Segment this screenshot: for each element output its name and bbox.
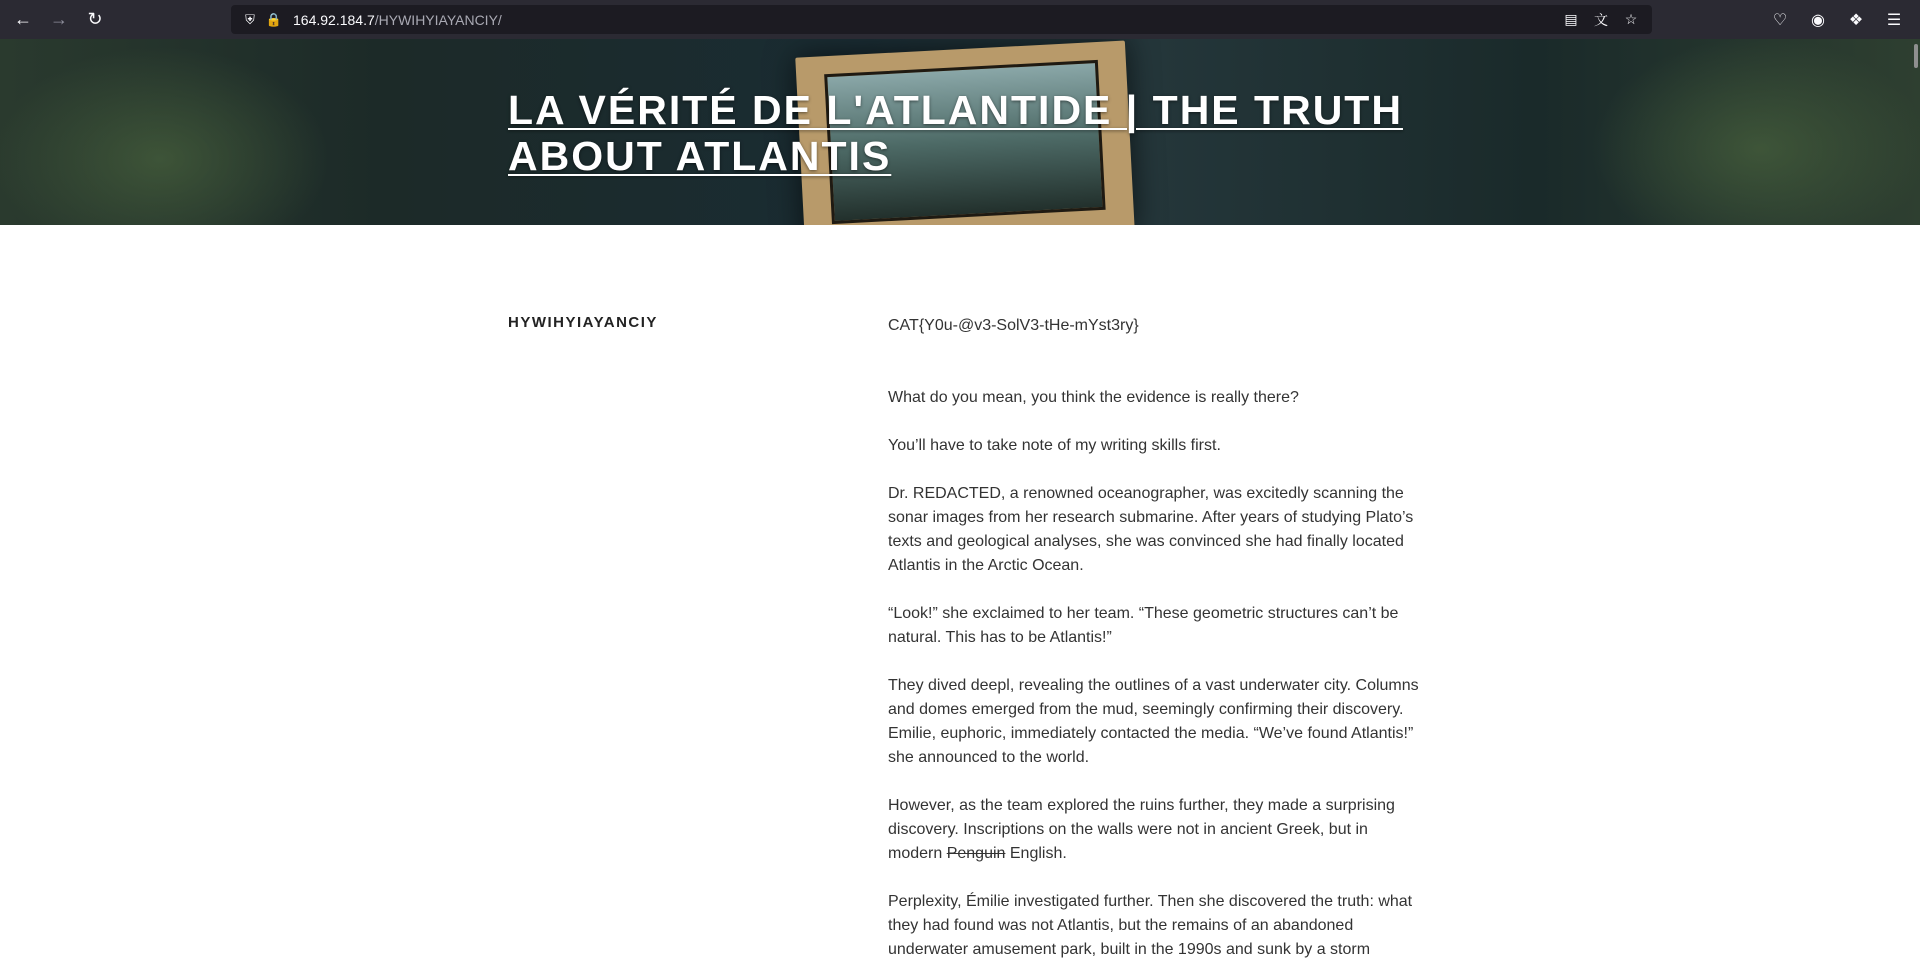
url-bar[interactable]	[231, 5, 1652, 34]
extensions-icon[interactable]: ❖	[1848, 11, 1864, 29]
shield-icon[interactable]: ⛨	[245, 11, 255, 27]
paragraph-6-end: English.	[1005, 845, 1067, 862]
entry-content	[888, 314, 1423, 958]
site-title-link[interactable]: LA VÉRITÉ DE L'ATLANTIDE | THE TRUTH ABOUT ATLANTIS	[508, 87, 1403, 179]
lock-icon[interactable]: 🔒	[265, 11, 283, 27]
translate-icon[interactable]: 文	[1594, 11, 1608, 28]
reader-view-icon[interactable]: ▤	[1564, 11, 1578, 27]
account-icon[interactable]: ◉	[1811, 11, 1825, 29]
paragraph-7: Perplexity, Émilie investigated further. Then she discovered the truth: what they had found was not Atlantis, but the remains of an abandoned underwater amusement park, built in the 1990s and sunk by a storm	[888, 893, 1413, 958]
nav-buttons	[5, 2, 113, 38]
paragraph-2: You’ll have to take note of my writing skills first.	[888, 437, 1221, 454]
paragraph-3: Dr. REDACTED, a renowned oceanographer, was excitedly scanning the sonar images from her research submarine. After years of studying Plato’s texts and geological analyses, she was convinced she had finally located Atlantis in the Arctic Ocean.	[888, 485, 1414, 574]
url-text[interactable]	[293, 12, 502, 28]
pocket-icon[interactable]: ♡	[1772, 11, 1788, 29]
scrollbar-thumb[interactable]	[1914, 44, 1918, 68]
paragraph-6-start: However, as the team explored the ruins further, they made a surprising discovery. Inscriptions on the walls were not in ancient Greek, but in modern	[888, 797, 1395, 862]
flag-text: CAT{Y0u-@v3-SolV3-tHe-mYst3ry}	[888, 317, 1139, 334]
url-path: /HYWIHYIAYANCIY/	[374, 11, 502, 28]
paragraph-4: “Look!” she exclaimed to her team. “These geometric structures can’t be natural. This has to be Atlantis!”	[888, 605, 1399, 646]
menu-icon[interactable]: ☰	[1886, 11, 1902, 29]
page-title: HYWIHYIAYANCIY	[508, 314, 658, 331]
struck-word: Penguin	[946, 845, 1006, 862]
reload-icon[interactable]: ↻	[87, 9, 103, 29]
url-host: 164.92.184.7	[293, 11, 375, 28]
browser-toolbar	[0, 0, 1920, 39]
url-actions	[1560, 5, 1644, 34]
paragraph-5: They dived deepl, revealing the outlines of a vast underwater city. Columns and domes emerged from the mud, seemingly confirming their discovery. Emilie, euphoric, immediately contacted the media. “We’ve found Atlantis!” she announced to the world.	[888, 677, 1419, 766]
forward-icon[interactable]: →	[50, 9, 68, 29]
toolbar-actions	[1762, 0, 1912, 39]
paragraph-6	[888, 794, 1423, 866]
back-icon[interactable]: ←	[14, 9, 32, 29]
paragraph-1: What do you mean, you think the evidence is really there?	[888, 389, 1299, 406]
site-header	[0, 39, 1920, 225]
bookmark-star-icon[interactable]: ☆	[1624, 11, 1638, 27]
